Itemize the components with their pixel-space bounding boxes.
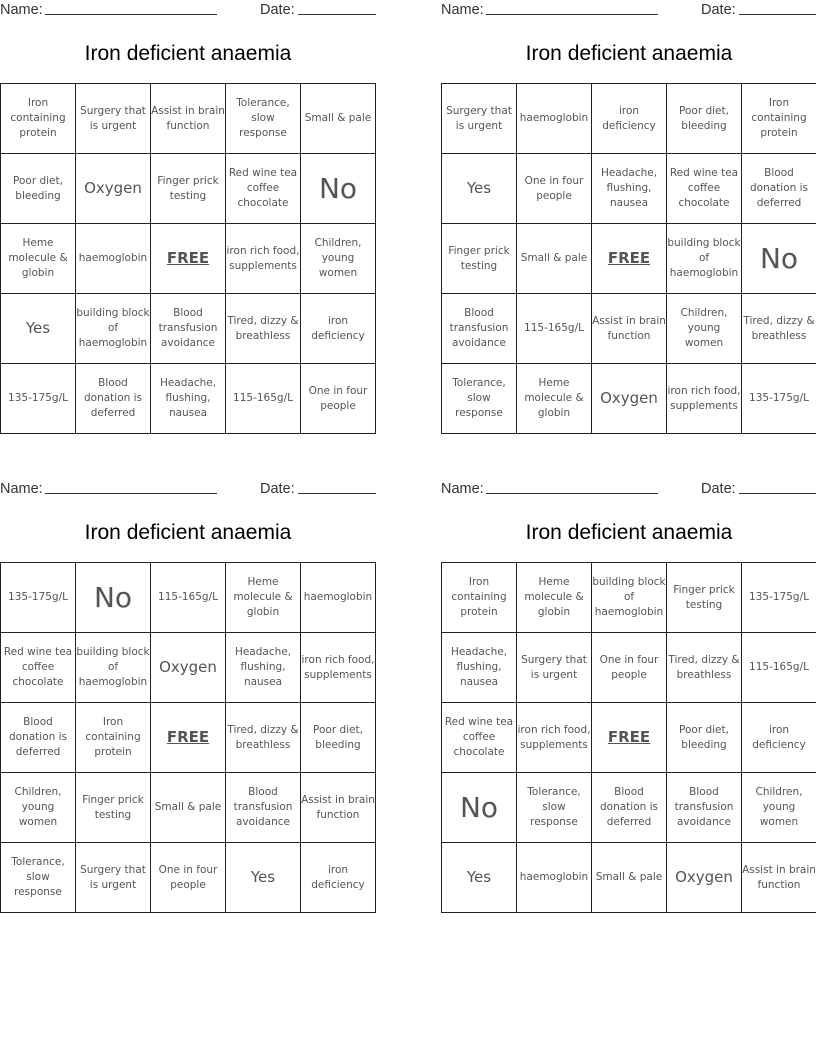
grid-cell: Headache, flushing, nausea: [151, 364, 226, 434]
card-title: Iron deficient anaemia: [84, 521, 292, 544]
grid-row: [442, 154, 816, 224]
grid-row: [442, 84, 816, 154]
date-label: Date:: [701, 481, 736, 497]
name-date-row: [441, 0, 816, 24]
grid-cell: Yes: [442, 154, 517, 224]
grid-cell: Surgery that is urgent: [76, 843, 151, 913]
grid-cell: Surgery that is urgent: [76, 84, 151, 154]
free-cell: FREE: [151, 224, 226, 294]
date-field-line: [298, 493, 376, 494]
grid-cell: Finger prick testing: [151, 154, 226, 224]
grid-cell: Blood transfusion avoidance: [151, 294, 226, 364]
name-label: Name:: [0, 481, 43, 497]
grid-cell: No: [442, 773, 517, 843]
grid-cell: Blood transfusion avoidance: [226, 773, 301, 843]
grid-cell: iron rich food, supplements: [517, 703, 592, 773]
bingo-grid: [441, 562, 816, 913]
grid-row: [1, 294, 376, 364]
grid-cell: Iron containing protein: [1, 84, 76, 154]
grid-cell: 115-165g/L: [151, 563, 226, 633]
grid-cell: Assist in brain function: [301, 773, 376, 843]
grid-cell: 115-165g/L: [226, 364, 301, 434]
date-field-line: [739, 14, 816, 15]
card-title: Iron deficient anaemia: [525, 521, 733, 544]
grid-cell: Blood donation is deferred: [742, 154, 816, 224]
grid-cell: Finger prick testing: [442, 224, 517, 294]
grid-cell: haemoglobin: [301, 563, 376, 633]
grid-cell: Heme molecule & globin: [517, 364, 592, 434]
date-label: Date:: [701, 2, 736, 18]
grid-row: [442, 294, 816, 364]
date-label: Date:: [260, 2, 295, 18]
grid-cell: Blood transfusion avoidance: [442, 294, 517, 364]
grid-cell: building block of haemoglobin: [76, 633, 151, 703]
grid-cell: Surgery that is urgent: [517, 633, 592, 703]
grid-cell: building block of haemoglobin: [592, 563, 667, 633]
name-label: Name:: [441, 2, 484, 18]
grid-cell: One in four people: [301, 364, 376, 434]
grid-cell: Small & pale: [301, 84, 376, 154]
grid-cell: Assist in brain function: [151, 84, 226, 154]
grid-cell: Children, young women: [301, 224, 376, 294]
grid-cell: Red wine tea coffee chocolate: [442, 703, 517, 773]
grid-cell: Red wine tea coffee chocolate: [226, 154, 301, 224]
bingo-card-1: [0, 0, 376, 419]
name-field-line: [45, 14, 217, 15]
grid-cell: Poor diet, bleeding: [667, 84, 742, 154]
grid-cell: Tolerance, slow response: [442, 364, 517, 434]
name-label: Name:: [441, 481, 484, 497]
grid-cell: One in four people: [517, 154, 592, 224]
grid-cell: Surgery that is urgent: [442, 84, 517, 154]
name-date-row: [0, 479, 376, 503]
grid-cell: haemoglobin: [517, 843, 592, 913]
name-date-row: [441, 479, 816, 503]
grid-cell: haemoglobin: [76, 224, 151, 294]
grid-row: [1, 364, 376, 434]
grid-cell: iron deficiency: [301, 294, 376, 364]
grid-cell: 135-175g/L: [1, 364, 76, 434]
grid-row: [442, 703, 816, 773]
grid-cell: Blood donation is deferred: [76, 364, 151, 434]
grid-cell: Finger prick testing: [76, 773, 151, 843]
grid-cell: Assist in brain function: [592, 294, 667, 364]
grid-cell: Tired, dizzy & breathless: [226, 294, 301, 364]
grid-cell: Headache, flushing, nausea: [442, 633, 517, 703]
grid-cell: Headache, flushing, nausea: [592, 154, 667, 224]
grid-row: [442, 364, 816, 434]
bingo-grid: [0, 83, 376, 434]
grid-cell: Heme molecule & globin: [517, 563, 592, 633]
grid-cell: Heme molecule & globin: [1, 224, 76, 294]
grid-cell: Small & pale: [592, 843, 667, 913]
grid-cell: Blood transfusion avoidance: [667, 773, 742, 843]
free-cell: FREE: [151, 703, 226, 773]
grid-cell: Heme molecule & globin: [226, 563, 301, 633]
grid-cell: 115-165g/L: [742, 633, 816, 703]
grid-row: [1, 703, 376, 773]
grid-row: [1, 154, 376, 224]
grid-row: [442, 843, 816, 913]
grid-row: [1, 773, 376, 843]
grid-cell: No: [742, 224, 816, 294]
free-cell: FREE: [592, 224, 667, 294]
grid-cell: Oxygen: [151, 633, 226, 703]
grid-cell: Tolerance, slow response: [226, 84, 301, 154]
grid-row: [442, 773, 816, 843]
grid-cell: Iron containing protein: [742, 84, 816, 154]
grid-cell: Headache, flushing, nausea: [226, 633, 301, 703]
bingo-card-4: [441, 479, 816, 891]
grid-row: [1, 633, 376, 703]
date-label: Date:: [260, 481, 295, 497]
grid-cell: iron deficiency: [301, 843, 376, 913]
date-field-line: [298, 14, 376, 15]
grid-cell: No: [301, 154, 376, 224]
bingo-card-2: [441, 0, 816, 419]
bingo-card-3: [0, 479, 376, 898]
card-title: Iron deficient anaemia: [84, 42, 292, 65]
grid-cell: iron rich food, supplements: [667, 364, 742, 434]
grid-cell: iron rich food, supplements: [301, 633, 376, 703]
name-field-line: [45, 493, 217, 494]
grid-cell: Poor diet, bleeding: [667, 703, 742, 773]
grid-cell: Finger prick testing: [667, 563, 742, 633]
grid-cell: Red wine tea coffee chocolate: [667, 154, 742, 224]
grid-row: [442, 633, 816, 703]
name-field-line: [486, 493, 658, 494]
grid-cell: Tolerance, slow response: [517, 773, 592, 843]
grid-cell: Tired, dizzy & breathless: [226, 703, 301, 773]
name-label: Name:: [0, 2, 43, 18]
grid-cell: One in four people: [592, 633, 667, 703]
grid-cell: 135-175g/L: [742, 364, 816, 434]
grid-cell: Children, young women: [667, 294, 742, 364]
grid-cell: iron deficiency: [742, 703, 816, 773]
grid-cell: Small & pale: [517, 224, 592, 294]
grid-cell: Children, young women: [1, 773, 76, 843]
name-date-row: [0, 0, 376, 24]
grid-cell: Small & pale: [151, 773, 226, 843]
grid-cell: Oxygen: [76, 154, 151, 224]
grid-row: [1, 563, 376, 633]
grid-row: [442, 563, 816, 633]
grid-cell: Yes: [1, 294, 76, 364]
grid-cell: 135-175g/L: [742, 563, 816, 633]
bingo-grid: [0, 562, 376, 913]
grid-cell: 115-165g/L: [517, 294, 592, 364]
grid-cell: iron deficiency: [592, 84, 667, 154]
grid-row: [1, 224, 376, 294]
grid-cell: Poor diet, bleeding: [301, 703, 376, 773]
grid-cell: Blood donation is deferred: [592, 773, 667, 843]
grid-cell: 135-175g/L: [1, 563, 76, 633]
grid-cell: Tolerance, slow response: [1, 843, 76, 913]
free-cell: FREE: [592, 703, 667, 773]
grid-cell: Red wine tea coffee chocolate: [1, 633, 76, 703]
grid-cell: Tired, dizzy & breathless: [667, 633, 742, 703]
grid-cell: iron rich food, supplements: [226, 224, 301, 294]
grid-cell: Oxygen: [592, 364, 667, 434]
grid-row: [1, 84, 376, 154]
grid-cell: Blood donation is deferred: [1, 703, 76, 773]
grid-cell: One in four people: [151, 843, 226, 913]
grid-cell: Assist in brain function: [742, 843, 816, 913]
grid-cell: Oxygen: [667, 843, 742, 913]
grid-cell: haemoglobin: [517, 84, 592, 154]
grid-cell: Yes: [226, 843, 301, 913]
name-field-line: [486, 14, 658, 15]
grid-cell: building block of haemoglobin: [76, 294, 151, 364]
grid-cell: Poor diet, bleeding: [1, 154, 76, 224]
grid-cell: building block of haemoglobin: [667, 224, 742, 294]
date-field-line: [739, 493, 816, 494]
grid-cell: Children, young women: [742, 773, 816, 843]
grid-cell: Iron containing protein: [76, 703, 151, 773]
grid-cell: Iron containing protein: [442, 563, 517, 633]
grid-cell: Yes: [442, 843, 517, 913]
grid-cell: No: [76, 563, 151, 633]
card-title: Iron deficient anaemia: [525, 42, 733, 65]
bingo-grid: [441, 83, 816, 434]
grid-cell: Tired, dizzy & breathless: [742, 294, 816, 364]
grid-row: [442, 224, 816, 294]
grid-row: [1, 843, 376, 913]
